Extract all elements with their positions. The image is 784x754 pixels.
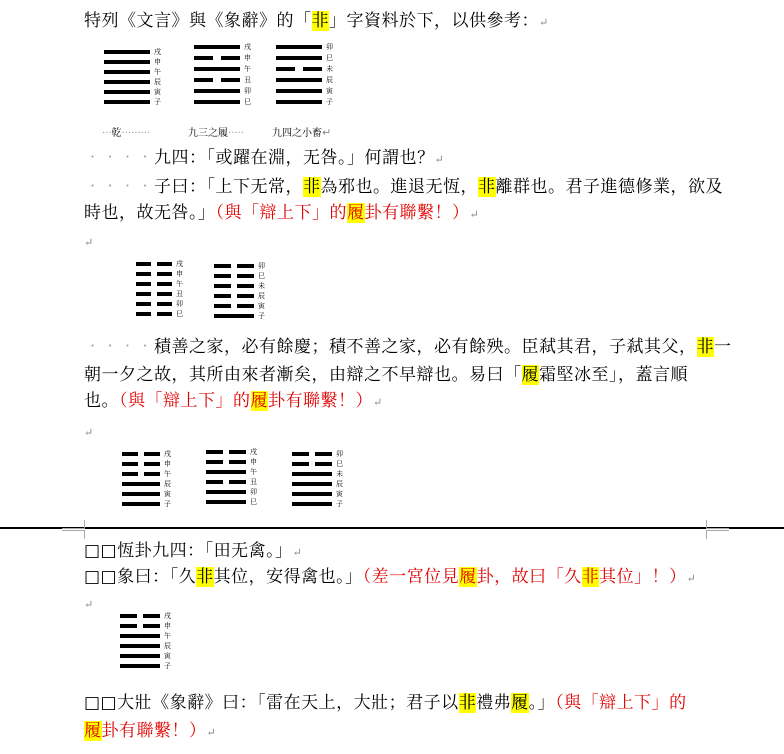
hexagram-branch-label: 未 — [326, 65, 333, 73]
yang-line — [206, 500, 246, 504]
yang-line — [292, 502, 332, 506]
jishan-line-1: ‧‧‧‧積善之家，必有餘慶；積不善之家，必有餘殃。臣弒其君，子弒其父，非一 — [84, 337, 732, 357]
yang-line — [104, 100, 150, 104]
hexagram-branch-label: 辰 — [154, 78, 161, 86]
yin-line — [122, 472, 138, 476]
yin-line — [120, 624, 137, 628]
yin-line — [229, 450, 246, 454]
yin-line — [136, 282, 151, 286]
yin-line — [292, 462, 309, 466]
yang-line — [120, 664, 160, 668]
yin-line — [157, 282, 172, 286]
hexagram-branch-label: 寅 — [326, 87, 333, 95]
highlight-fei: 非 — [478, 177, 496, 197]
yang-line — [292, 482, 332, 486]
hexagram-branch-label: 申 — [164, 622, 171, 630]
yang-line — [276, 56, 322, 60]
yin-line — [229, 460, 246, 464]
yin-line — [237, 294, 254, 298]
hexagram-branch-label: 巳 — [326, 54, 333, 62]
section-divider — [0, 527, 784, 529]
paragraph-mark: ↵ — [539, 16, 549, 29]
yin-line — [214, 284, 231, 288]
hexagram-branch-label: 申 — [244, 54, 251, 62]
yang-line — [104, 50, 150, 54]
hexagram-branch-label: 戌 — [164, 450, 171, 458]
hexagram-branch-label: 辰 — [336, 480, 343, 488]
hexagram-branch-label: 卯 — [336, 450, 343, 458]
ziyue-line-1: ‧‧‧‧子曰：「上下无常，非為邪也。進退无恆，非離群也。君子進德修業，欲及 — [84, 177, 723, 197]
margin-corner-mark — [62, 530, 85, 539]
hexagram-caption-qian: ‧‧‧乾‧‧‧‧‧‧‧‧‧ — [102, 128, 151, 139]
yin-line — [237, 304, 254, 308]
hexagram-branch-label: 戌 — [164, 612, 171, 620]
yang-line — [122, 492, 160, 496]
dazhuang-line-1: □□大壯《象辭》曰：「雷在天上，大壯；君子以非禮弗履。」（與「辯上下」的 — [84, 693, 687, 713]
hexagram-branch-label: 巳 — [250, 498, 257, 506]
yin-line — [143, 614, 160, 618]
hexagram-branch-label: 申 — [176, 270, 183, 278]
yang-line — [206, 470, 246, 474]
highlight-fei: 非 — [696, 337, 714, 357]
yang-line — [206, 490, 246, 494]
yin-line — [157, 272, 172, 276]
yin-line — [157, 292, 172, 296]
dazhuang-line-2: 履卦有聯繫！）↵ — [84, 721, 217, 741]
hexagram-branch-label: 丑 — [250, 478, 257, 486]
yin-line — [120, 614, 137, 618]
hexagram-branch-label: 午 — [250, 468, 257, 476]
yin-line — [194, 78, 213, 82]
yin-line — [237, 264, 254, 268]
yin-line — [157, 312, 172, 316]
hexagram-caption-xiaoxu: 九四之小畜↵ — [272, 126, 332, 139]
hexagram-branch-label: 巳 — [244, 98, 251, 106]
hexagram-branch-label: 子 — [164, 500, 171, 508]
yang-line — [214, 314, 254, 318]
yin-line — [292, 452, 309, 456]
yin-line — [136, 272, 151, 276]
yin-line — [303, 67, 322, 71]
yin-line — [144, 462, 160, 466]
highlight-lv: 履 — [521, 365, 539, 385]
hexagram-branch-label: 戌 — [250, 448, 257, 456]
empty-paragraph: ↵ — [84, 236, 94, 249]
hexagram-branch-label: 子 — [336, 500, 343, 508]
yin-line — [237, 284, 254, 288]
margin-corner-mark — [706, 530, 729, 539]
hexagram-branch-label: 寅 — [164, 490, 171, 498]
yin-line — [214, 304, 231, 308]
yang-line — [120, 634, 160, 638]
hexagram-branch-label: 子 — [154, 98, 161, 106]
yin-line — [214, 264, 231, 268]
yin-line — [143, 624, 160, 628]
xiangyue-line: □□象曰：「久非其位，安得禽也。」（差一宮位見履卦，故曰「久非其位」！）↵ — [84, 567, 697, 587]
hexagram-branch-label: 卯 — [244, 87, 251, 95]
yin-line — [276, 67, 295, 71]
yin-line — [136, 312, 151, 316]
yin-line — [229, 480, 246, 484]
hexagram-branch-label: 丑 — [176, 290, 183, 298]
hexagram-branch-label: 寅 — [258, 302, 265, 310]
yang-line — [194, 67, 240, 71]
hexagram-branch-label: 辰 — [164, 480, 171, 488]
hexagram-caption-lv: 九三之履‧‧‧‧‧ — [188, 128, 244, 139]
hexagram-branch-label: 戌 — [176, 260, 183, 268]
hexagram-branch-label: 卯 — [176, 300, 183, 308]
highlight-lv: 履 — [250, 391, 268, 411]
yang-line — [122, 482, 160, 486]
hexagram-branch-label: 丑 — [244, 76, 251, 84]
empty-paragraph: ↵ — [84, 598, 94, 611]
hexagram-branch-label: 未 — [336, 470, 343, 478]
yin-line — [315, 452, 332, 456]
yin-line — [157, 302, 172, 306]
yin-line — [157, 262, 172, 266]
yang-line — [104, 60, 150, 64]
yin-line — [144, 472, 160, 476]
intro-line: 特列《文言》與《象辭》的「非」字資料於下，以供參考：↵ — [84, 11, 549, 31]
yang-line — [104, 70, 150, 74]
yang-line — [104, 90, 150, 94]
margin-corner-mark — [706, 520, 729, 529]
hexagram-branch-label: 卯 — [250, 488, 257, 496]
highlight-fei: 非 — [458, 693, 477, 713]
yang-line — [120, 644, 160, 648]
yang-line — [292, 472, 332, 476]
ziyue-line-2: 時也，故无咎。」（與「辯上下」的履卦有聯繫！）↵ — [84, 203, 480, 223]
yin-line — [237, 274, 254, 278]
highlight-fei: 非 — [311, 11, 329, 31]
yin-line — [136, 262, 151, 266]
hexagram-branch-label: 申 — [250, 458, 257, 466]
yang-line — [276, 78, 322, 82]
yin-line — [136, 302, 151, 306]
hexagram-branch-label: 子 — [326, 98, 333, 106]
hexagram-branch-label: 午 — [244, 65, 251, 73]
hexagram-branch-label: 午 — [164, 632, 171, 640]
hexagram-branch-label: 巳 — [258, 272, 265, 280]
hexagram-branch-label: 申 — [164, 460, 171, 468]
hexagram-branch-label: 午 — [154, 68, 161, 76]
empty-paragraph: ↵ — [84, 426, 94, 439]
yin-line — [315, 462, 332, 466]
jiusi-line: ‧‧‧‧九四：「或躍在淵，无咎。」何謂也？↵ — [84, 148, 445, 168]
jishan-line-3: 也。（與「辯上下」的履卦有聯繫！）↵ — [84, 391, 383, 411]
yin-line — [206, 450, 223, 454]
yin-line — [221, 56, 240, 60]
yin-line — [214, 274, 231, 278]
yang-line — [276, 89, 322, 93]
yin-line — [206, 460, 223, 464]
yin-line — [214, 294, 231, 298]
hexagram-branch-label: 戌 — [154, 48, 161, 56]
yang-line — [122, 502, 160, 506]
yang-line — [276, 45, 322, 49]
hexagram-branch-label: 申 — [154, 58, 161, 66]
hexagram-branch-label: 寅 — [164, 652, 171, 660]
jishan-line-2: 朝一夕之故，其所由來者漸矣，由辯之不早辯也。易曰「履霜堅冰至」，蓋言順 — [84, 365, 688, 385]
yang-line — [292, 492, 332, 496]
hexagram-branch-label: 戌 — [244, 43, 251, 51]
hexagram-branch-label: 巳 — [176, 310, 183, 318]
yang-line — [104, 80, 150, 84]
yin-line — [206, 480, 223, 484]
yang-line — [194, 89, 240, 93]
highlight-lv: 履 — [459, 567, 477, 587]
highlight-fei: 非 — [303, 177, 321, 197]
yin-line — [194, 56, 213, 60]
heng-jiusi-line: □□恆卦九四：「田无禽。」↵ — [84, 541, 303, 561]
hexagram-branch-label: 午 — [176, 280, 183, 288]
hexagram-branch-label: 子 — [164, 662, 171, 670]
hexagram-branch-label: 辰 — [164, 642, 171, 650]
yang-line — [194, 100, 240, 104]
hexagram-branch-label: 卯 — [326, 43, 333, 51]
yin-line — [136, 292, 151, 296]
hexagram-branch-label: 寅 — [154, 88, 161, 96]
highlight-lv: 履 — [84, 721, 102, 741]
yin-line — [122, 452, 138, 456]
hexagram-branch-label: 卯 — [258, 262, 265, 270]
yin-line — [144, 452, 160, 456]
hexagram-branch-label: 寅 — [336, 490, 343, 498]
hexagram-branch-label: 辰 — [258, 292, 265, 300]
hexagram-branch-label: 巳 — [336, 460, 343, 468]
yin-line — [221, 78, 240, 82]
hexagram-branch-label: 子 — [258, 312, 265, 320]
hexagram-branch-label: 辰 — [326, 76, 333, 84]
margin-corner-mark — [62, 520, 85, 529]
highlight-lv: 履 — [511, 693, 529, 713]
yang-line — [276, 100, 322, 104]
yang-line — [120, 654, 160, 658]
yin-line — [122, 462, 138, 466]
hexagram-branch-label: 未 — [258, 282, 265, 290]
hexagram-branch-label: 午 — [164, 470, 171, 478]
highlight-fei: 非 — [196, 567, 214, 587]
yang-line — [194, 45, 240, 49]
highlight-lv: 履 — [347, 203, 365, 223]
highlight-fei: 非 — [581, 567, 600, 587]
